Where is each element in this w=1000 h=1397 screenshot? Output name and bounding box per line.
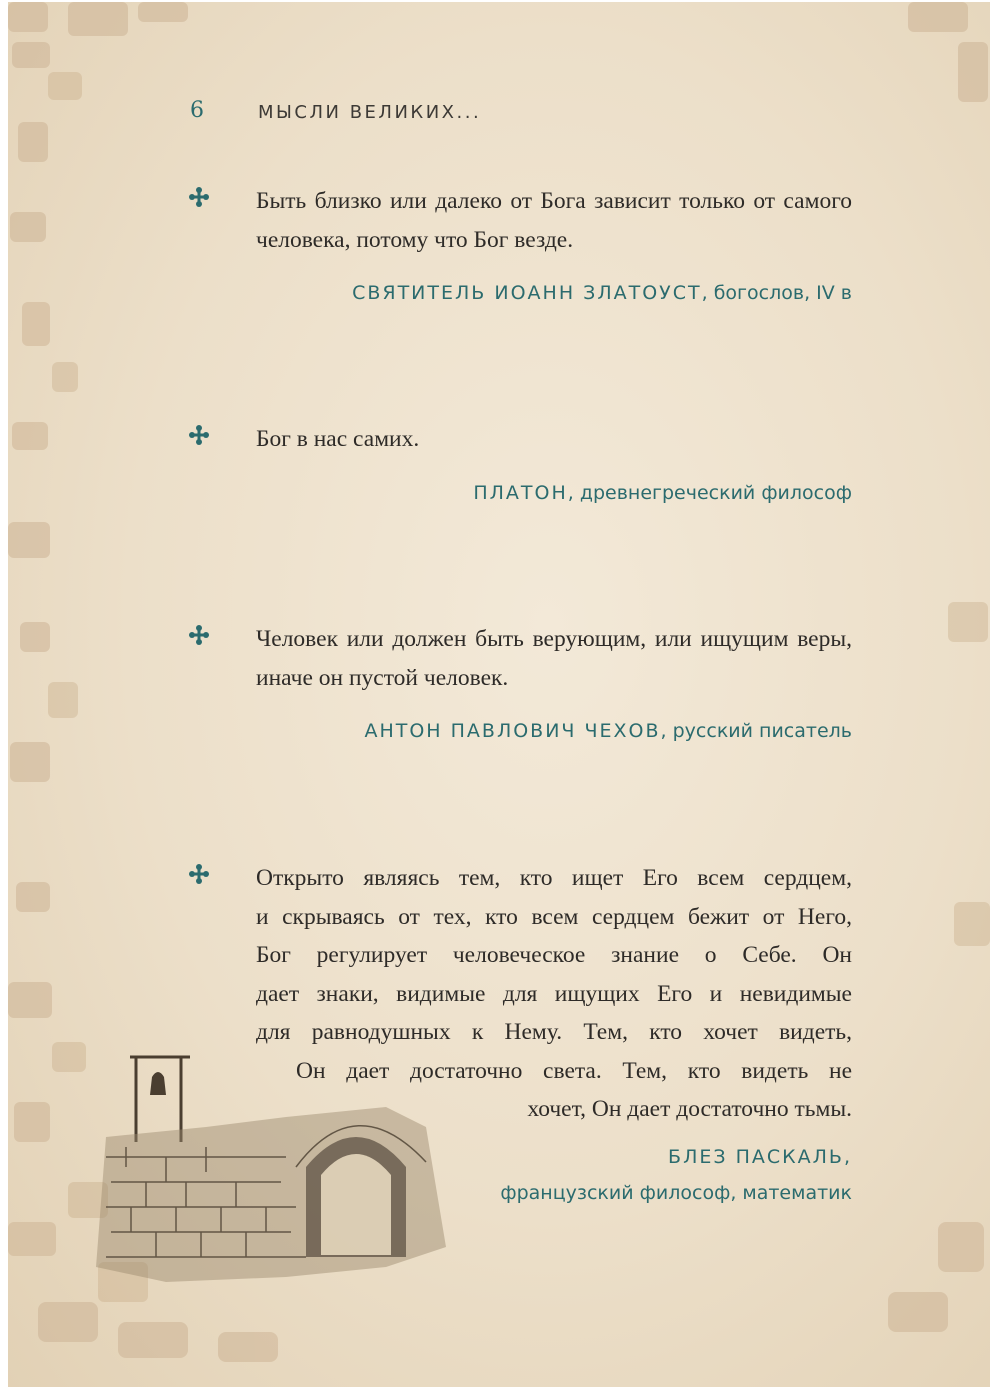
quote-author: БЛЕЗ ПАСКАЛЬ,: [668, 1145, 852, 1168]
quote-block: [188, 420, 852, 511]
quote-attribution: [188, 713, 852, 749]
quote-author-role: , древнегреческий философ: [567, 481, 852, 504]
running-head: МЫСЛИ ВЕЛИКИХ...: [258, 102, 482, 123]
quote-attribution: [188, 475, 852, 511]
quote-author-role: , русский писатель: [660, 720, 852, 742]
quote-author: ПЛАТОН: [473, 481, 568, 504]
page-number: 6: [190, 98, 204, 123]
quote-text: Быть близко или далеко от Бога зависит только от самого человека, потому что Бог везде.: [256, 188, 852, 253]
book-page: [8, 2, 990, 1387]
quote-text: Человек или должен быть верующим, или ищущим веры, иначе он пустой человек.: [256, 626, 852, 691]
quote-line: Он дает достаточно света. Тем, кто видеть не: [296, 1057, 852, 1084]
quote-line: и скрываясь от тех, кто всем сердцем бежит от Него,: [256, 903, 852, 930]
page-header: [8, 98, 990, 128]
quote-line: дает знаки, видимые для ищущих Его и невидимые: [256, 980, 852, 1007]
quote-text: Бог в нас самих.: [256, 426, 420, 452]
quote-line: Бог регулирует человеческое знание о Себе. Он: [256, 942, 852, 968]
cross-ornament-icon: [188, 624, 210, 646]
stone-ruins-bell-illustration: [86, 1047, 456, 1287]
cross-ornament-icon: [188, 186, 210, 208]
cross-ornament-icon: [188, 863, 210, 885]
quote-line: хочет, Он дает достаточно тьмы.: [527, 1096, 852, 1122]
quote-author-role: , богослов, IV в: [701, 282, 852, 304]
quote-line: Открыто являясь тем, кто ищет Его всем сердцем,: [256, 865, 852, 891]
quote-author-role: французский философ, математик: [500, 1181, 852, 1204]
quote-attribution: [188, 275, 852, 311]
quote-block: [188, 620, 852, 749]
quote-block: [188, 182, 852, 311]
quote-line: для равнодушных к Нему. Тем, кто хочет видеть,: [256, 1019, 852, 1045]
quote-author: АНТОН ПАВЛОВИЧ ЧЕХОВ: [364, 720, 661, 742]
cross-ornament-icon: [188, 424, 210, 446]
quote-author: СВЯТИТЕЛЬ ИОАНН ЗЛАТОУСТ: [352, 282, 702, 304]
